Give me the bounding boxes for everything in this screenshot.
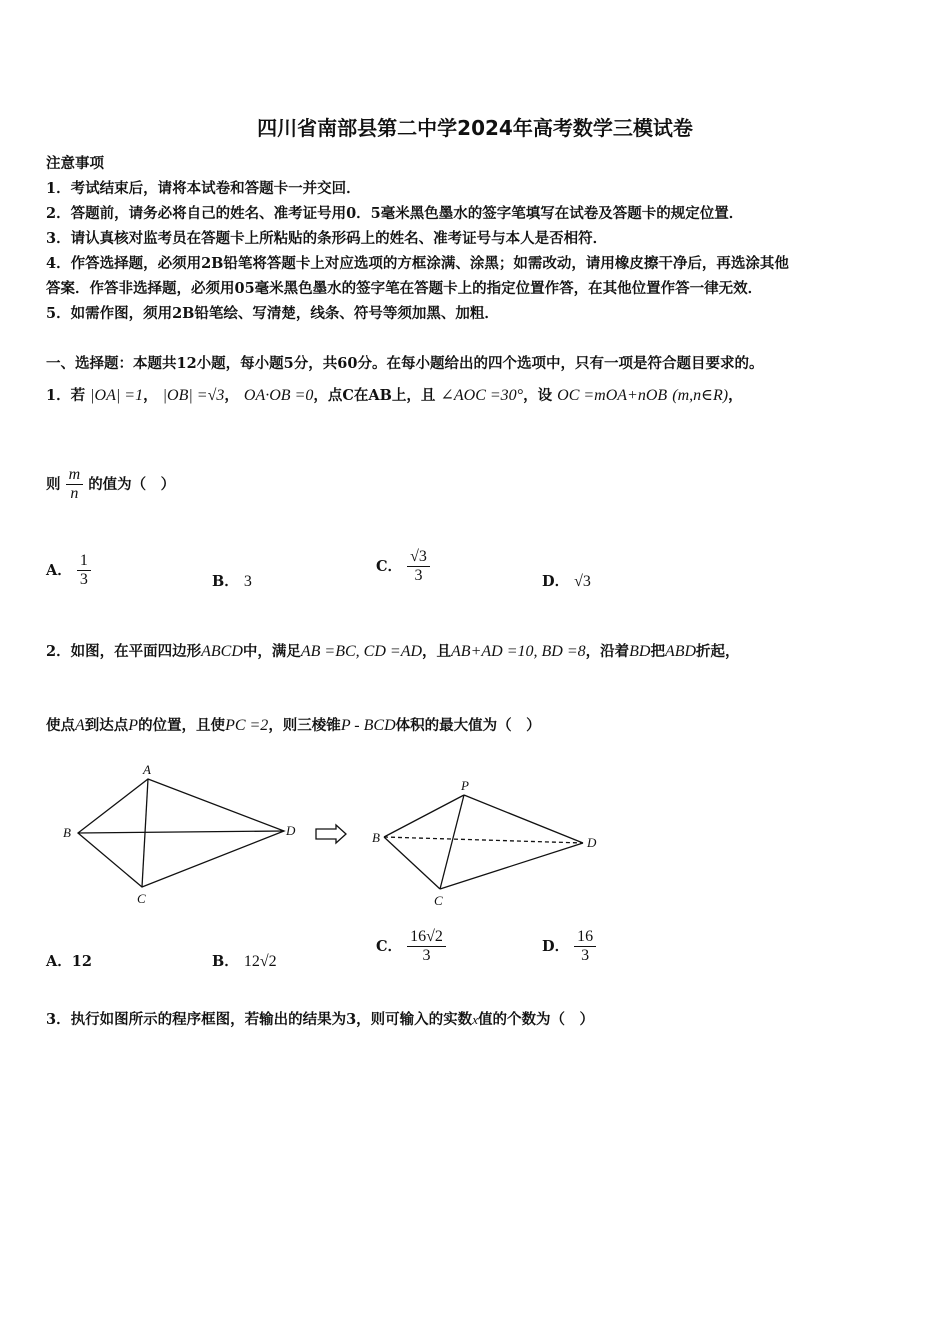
vertex-label: D [587, 835, 597, 850]
q3-text: 值的个数为（ ） [477, 1011, 594, 1028]
q2-number: 2．如图，在平面四边形 [46, 643, 202, 660]
option-label: A． [46, 561, 72, 579]
q2-text: 把 [650, 643, 665, 660]
fraction-denominator: n [70, 485, 79, 503]
q1-math: (m,n∈R) [672, 387, 729, 404]
q3-text: 3．执行如图所示的程序框图，若输出的结果为3，则可输入的实数 [46, 1011, 473, 1028]
vertex-label: B [63, 825, 71, 840]
q2-figure [0, 755, 620, 915]
q2-text: ，则三棱锥 [268, 717, 341, 734]
q2-math: BD [629, 643, 651, 660]
q3-math: x [472, 1012, 478, 1027]
option-fraction [574, 928, 596, 966]
question-2-stem [46, 640, 740, 661]
edge-bc [384, 837, 440, 889]
option-fraction [77, 552, 91, 590]
option-label: B． [212, 573, 239, 590]
q2-option-c[interactable] [376, 928, 446, 966]
option-label: D． [542, 573, 570, 590]
vertex-label: A [143, 762, 151, 777]
edge-cd [440, 843, 583, 889]
q1-math: ∠AOC =30° [440, 387, 524, 404]
option-fraction [407, 548, 430, 586]
option-value: 12 [71, 953, 92, 970]
q1-text: 的值为（ ） [88, 475, 176, 493]
edge-pc [440, 795, 464, 889]
q2-text: ，沿着 [585, 643, 630, 660]
q1-text: ，点C在AB上，且 [313, 387, 436, 404]
question-3-stem [46, 1008, 594, 1029]
q2-text: 到达点 [84, 717, 129, 734]
q1-option-b[interactable] [212, 570, 252, 591]
q1-text: ，设 [523, 387, 553, 404]
fraction-denominator: 3 [414, 567, 423, 585]
q2-text: 体积的最大值为（ ） [395, 717, 541, 734]
q1-option-d[interactable] [542, 570, 591, 591]
option-label: C． [376, 557, 403, 575]
vertex-label: P [461, 778, 469, 793]
q2-math: P - BCD [340, 717, 396, 734]
section-heading: 一、选择题：本题共12小题，每小题5分，共60分。在每小题给出的四个选项中，只有一项是符合题目要求的。 [46, 355, 764, 372]
q2-text: 中，满足 [242, 643, 301, 660]
q1-math: OC =mOA+nOB [557, 387, 668, 404]
vertex-label: D [286, 823, 296, 838]
vertex-label: C [434, 893, 443, 908]
fraction-numerator: 1 [77, 552, 91, 571]
fraction-denominator: 3 [79, 571, 88, 589]
question-2-stem-cont [46, 714, 541, 735]
note-item: 4．作答选择题，必须用2B铅笔将答题卡上对应选项的方框涂满、涂黑；如需改动，请用橡皮擦干净后，再选涂其他 [46, 255, 789, 272]
note-item: 5．如需作图，须用2B铅笔绘、写清楚，线条、符号等须加黑、加粗． [46, 305, 499, 322]
q2-option-b[interactable] [212, 950, 277, 971]
q2-math: AB =BC, CD =AD [300, 643, 423, 660]
q1-option-a[interactable] [46, 552, 91, 590]
fraction-numerator: √3 [407, 548, 430, 567]
notes-heading: 注意事项 [46, 155, 104, 172]
q1-option-c[interactable] [376, 548, 430, 586]
q2-math: ABD [664, 643, 697, 660]
q1-math: OA·OB =0 [243, 387, 314, 404]
option-value: 3 [243, 573, 252, 590]
q1-fraction [66, 466, 84, 504]
option-label: B． [212, 953, 239, 970]
q2-math: PC =2 [225, 717, 269, 734]
option-value: 12√2 [243, 953, 277, 970]
q2-text: ，且 [422, 643, 452, 660]
fraction-denominator: 3 [581, 947, 590, 965]
option-value: √3 [574, 573, 591, 590]
q2-option-d[interactable] [542, 928, 596, 966]
q1-math: |OA| =1 [90, 387, 144, 404]
diagonal-bd [78, 831, 284, 833]
q2-math: P [128, 717, 139, 734]
q1-math: |OB| =√3 [162, 387, 225, 404]
arrow-icon [316, 825, 346, 843]
note-item: 答案．作答非选择题，必须用05毫米黑色墨水的签字笔在答题卡上的指定位置作答，在其他位置作答一律无效． [46, 280, 763, 297]
fraction-numerator: 16√2 [407, 928, 446, 947]
q2-option-a[interactable] [46, 950, 92, 971]
question-1-ask [46, 466, 175, 504]
edge-bd-hidden [384, 837, 583, 843]
q2-math: AB+AD =10, BD =8 [451, 643, 586, 660]
q2-math: ABCD [201, 643, 243, 660]
fraction-numerator: 16 [574, 928, 596, 947]
option-fraction [407, 928, 446, 966]
vertex-label: B [372, 830, 380, 845]
question-1-stem: 1．若 |OA| =1， |OB| =√3， OA·OB =0，点C在AB上，且 ∠AOC =30°，设 OC =mOA+nOB (m,n∈R)， [46, 387, 743, 404]
edge-bp [384, 795, 464, 837]
note-item: 2．答题前，请务必将自己的姓名、准考证号用0．5毫米黑色墨水的签字笔填写在试卷及答题卡的规定位置． [46, 205, 744, 222]
q1-text: 则 [46, 475, 61, 493]
q2-text: 折起， [696, 643, 740, 660]
q1-number: 1．若 [46, 387, 86, 404]
fraction-denominator: 3 [422, 947, 431, 965]
q2-text: 的位置，且使 [138, 717, 226, 734]
option-label: D． [542, 937, 570, 955]
note-item: 3．请认真核对监考员在答题卡上所粘贴的条形码上的姓名、准考证号与本人是否相符． [46, 230, 608, 247]
q2-text: 使点 [46, 717, 75, 734]
page-title: 四川省南部县第二中学2024年高考数学三模试卷 [257, 116, 693, 140]
option-label: C． [376, 937, 403, 955]
q2-math: A [75, 717, 85, 734]
option-label: A． [46, 953, 72, 970]
edge-pd [464, 795, 583, 843]
note-item: 1．考试结束后，请将本试卷和答题卡一并交回． [46, 180, 361, 197]
vertex-label: C [137, 891, 146, 906]
fraction-numerator: m [66, 466, 84, 485]
